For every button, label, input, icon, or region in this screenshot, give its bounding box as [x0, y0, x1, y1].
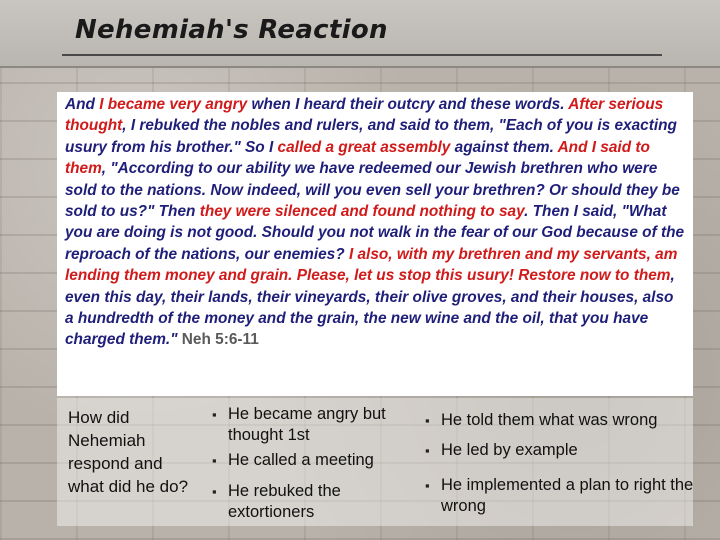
scripture-quote-box — [57, 92, 693, 396]
quote-text: , I rebuked the nobles and rulers, and said to them, "Each of you is exacting usury from his brother." So I — [65, 117, 677, 156]
response-item-text: He implemented a plan to right the wrong — [441, 476, 694, 515]
response-item-text: He called a meeting — [228, 451, 374, 469]
quote-highlight: After serious thought — [65, 96, 664, 135]
quote-text: . Then I said, "What you are doing is not good. Should you not walk in the fear of our God because of the reproach of the nations, our enemies? — [65, 203, 685, 263]
response-item — [425, 440, 715, 461]
response-item — [212, 481, 412, 523]
response-item-text: He rebuked the extortioners — [228, 482, 341, 521]
quote-highlight: I also, with my brethren and my servants, am lending them money and grain. Please, let us stop this usury! Restore now to them — [65, 245, 678, 285]
response-item — [425, 410, 715, 431]
title-bar — [0, 0, 720, 68]
scripture-reference: Neh 5:6-11 — [181, 331, 259, 349]
quote-highlight: they were silenced and found nothing to say — [199, 203, 525, 221]
quote-highlight: called a great assembly — [277, 138, 451, 156]
quote-text: , even this day, their lands, their vineyards, their olive groves, and their houses, also a hundredth of the money and the grain, the new wine and the oil, that you have charged them." — [65, 267, 675, 349]
slide-title: Nehemiah's Reaction — [75, 15, 388, 45]
response-item — [425, 475, 715, 517]
response-item-text: He became angry but thought 1st — [228, 405, 386, 444]
response-item — [212, 404, 412, 446]
quote-text: when I heard their outcry and these words. — [247, 96, 569, 113]
response-item — [212, 450, 412, 471]
quote-segments — [65, 96, 684, 348]
discussion-question: How did Nehemiah respond and what did he do? — [68, 408, 189, 496]
quote-highlight: I became very angry — [99, 96, 248, 113]
response-item-text: He told them what was wrong — [441, 411, 658, 429]
quote-text: And — [65, 96, 100, 113]
quote-highlight: And I said to them — [65, 138, 650, 178]
response-list-right — [425, 410, 715, 517]
response-item-text: He led by example — [441, 441, 578, 459]
quote-text: against them. — [450, 138, 558, 156]
title-underline — [62, 54, 662, 56]
scripture-quote — [65, 94, 685, 351]
quote-text: , "According to our ability we have redeemed our Jewish brethren who were sold to the nations. Now indeed, will you even sell your brethren? Or should they be sold to us?" Then — [65, 160, 680, 221]
response-list-left — [212, 404, 412, 523]
